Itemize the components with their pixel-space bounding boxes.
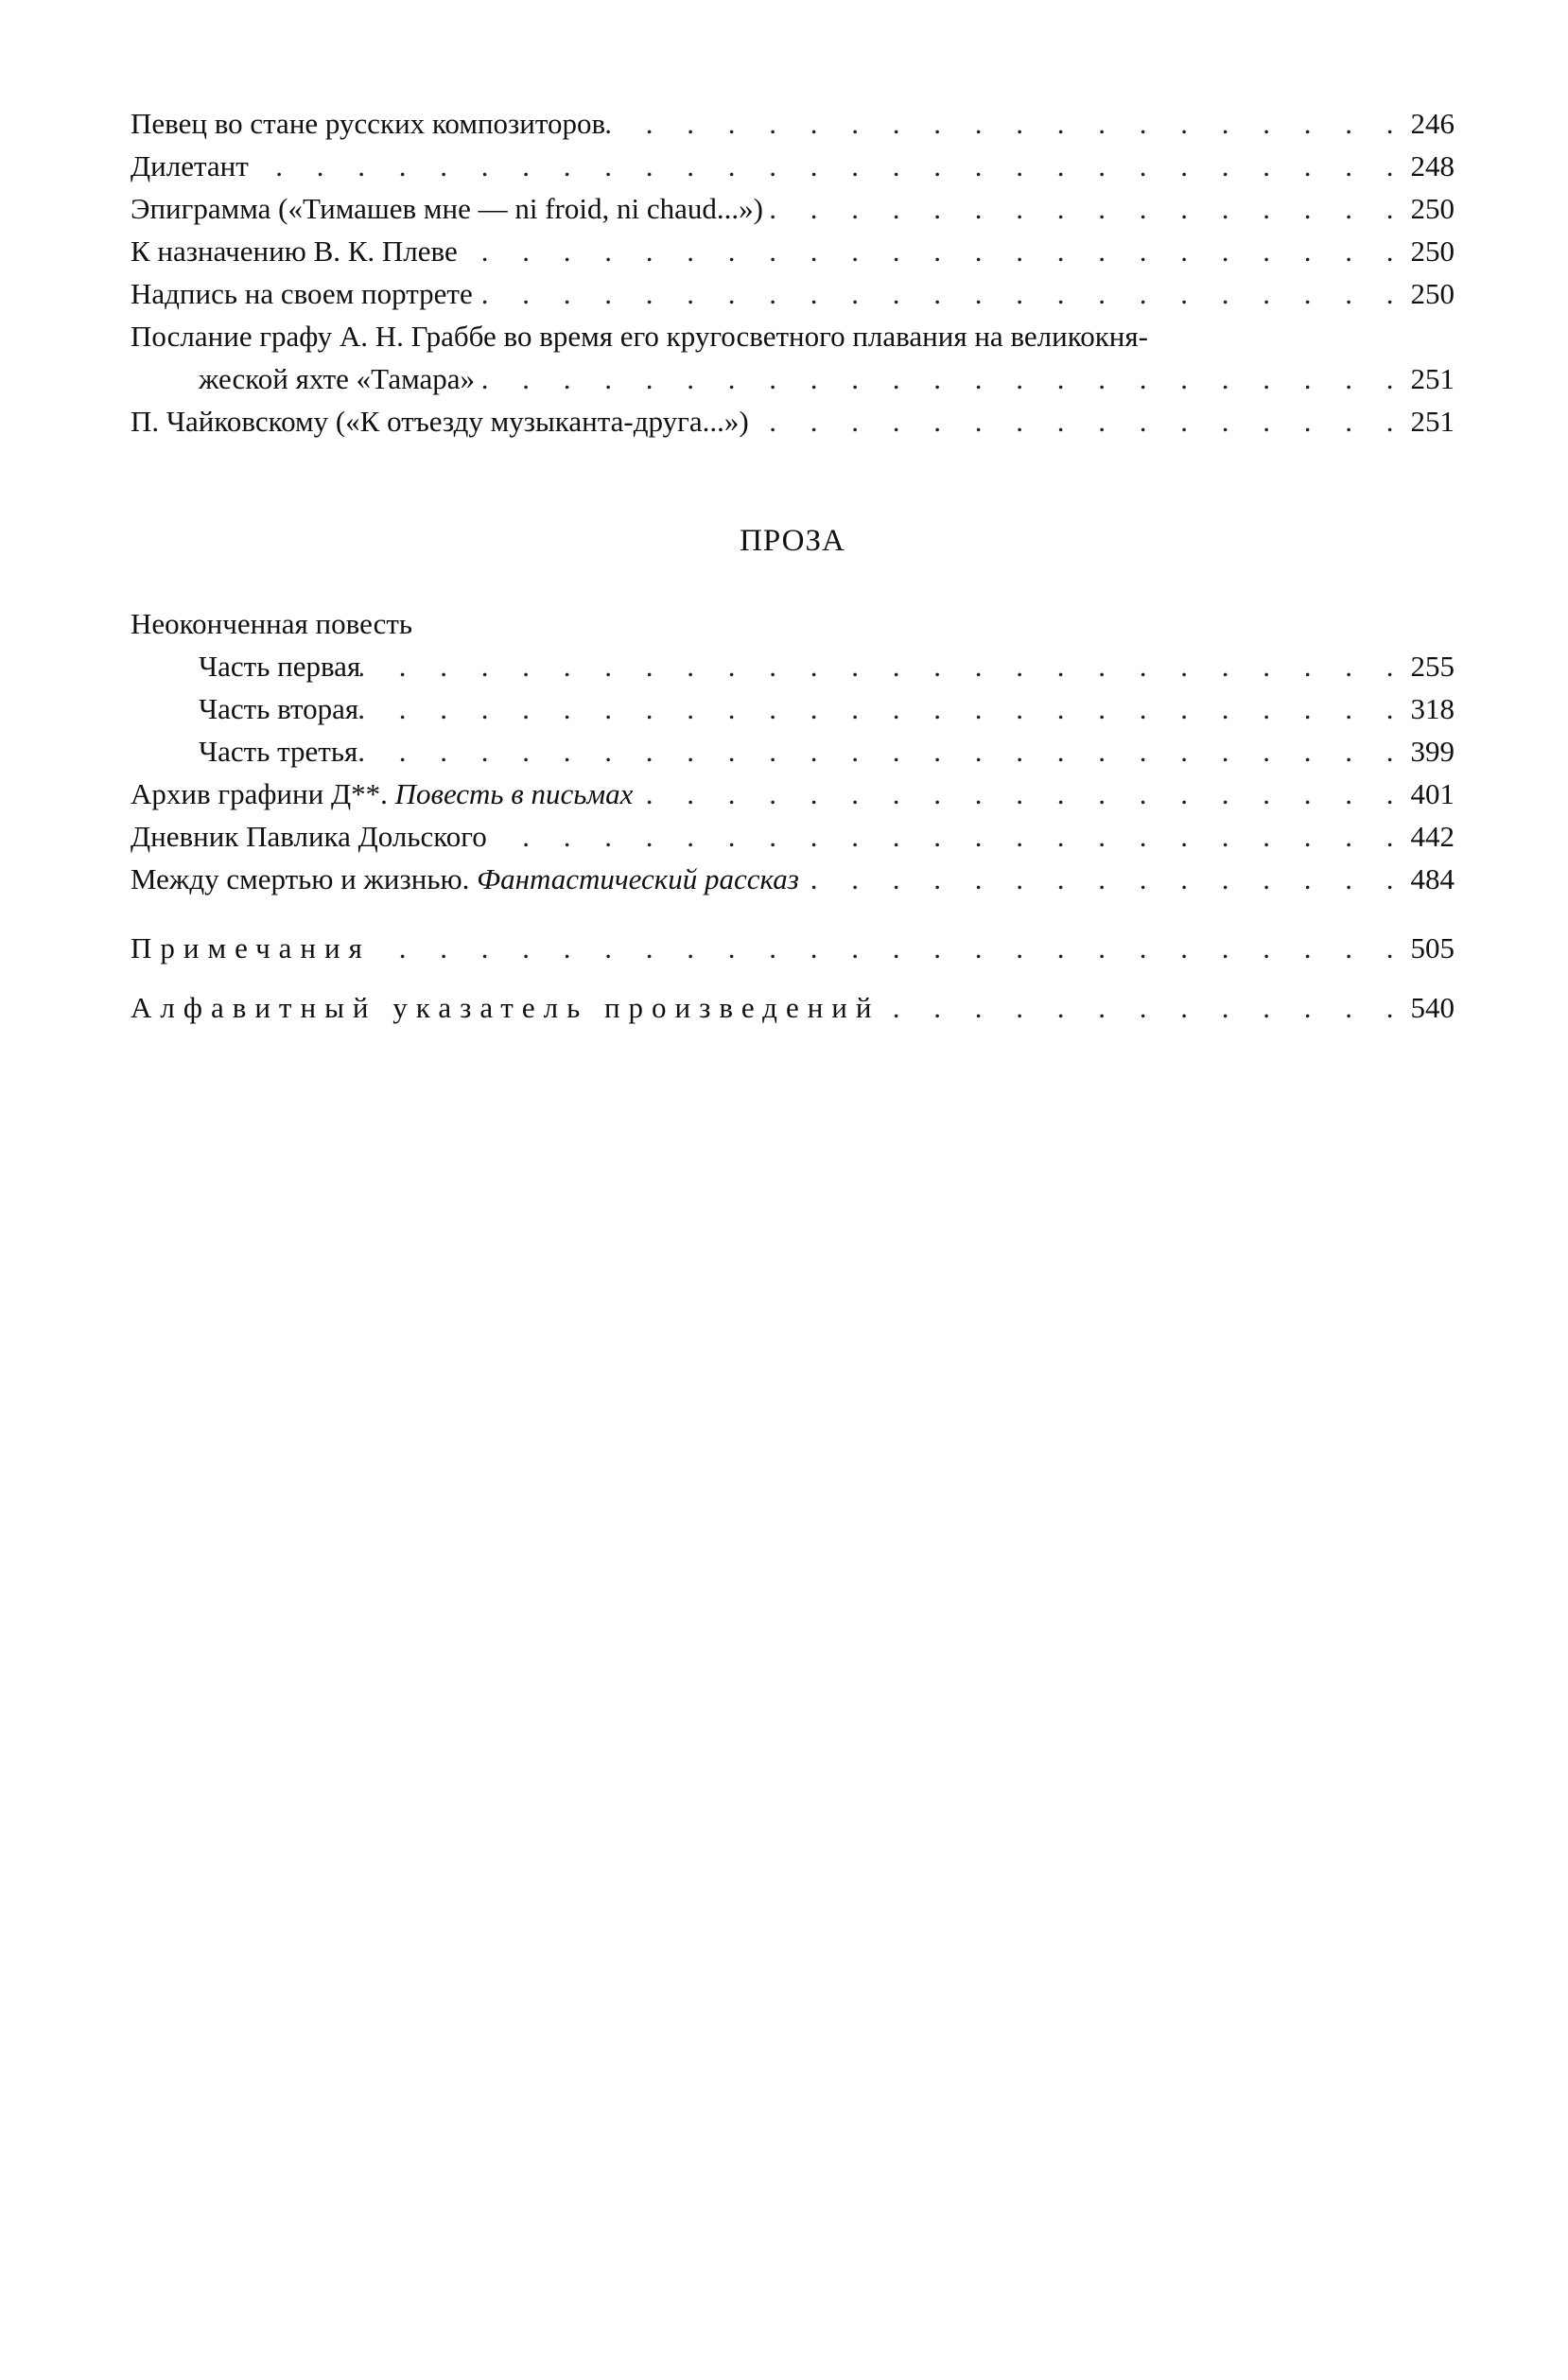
toc-entry <box>131 230 1455 272</box>
dot-leader <box>458 230 1407 272</box>
dot-leader <box>475 357 1406 400</box>
dot-leader <box>749 400 1407 443</box>
toc-entry-page: 540 <box>1410 991 1455 1024</box>
toc-entry-title: Часть третья <box>199 735 358 768</box>
dot-leader <box>473 272 1407 315</box>
toc-entry-title: Архив графини Д**. <box>131 777 395 810</box>
dot-leader <box>605 102 1406 145</box>
dot-leader <box>249 145 1407 187</box>
toc-entry-notes <box>131 927 1455 969</box>
dot-leader <box>880 986 1407 1029</box>
dot-leader <box>360 645 1406 687</box>
dot-leader <box>799 858 1407 900</box>
toc-entry-page: 246 <box>1410 107 1455 140</box>
toc-entry <box>131 858 1455 900</box>
toc-entry-title: Часть вторая <box>199 692 359 725</box>
dot-leader <box>763 187 1407 230</box>
toc-entry <box>131 773 1455 815</box>
toc-entry-title: П. Чайковскому («К отъезду музыканта-друга...») <box>131 405 749 438</box>
toc-entry-title: Дневник Павлика Дольского <box>131 820 487 853</box>
toc-entry-index <box>131 986 1455 1029</box>
toc-entry-title: Дилетант <box>131 149 249 182</box>
toc-entry-page: 251 <box>1410 362 1455 395</box>
toc-entry-page: 250 <box>1410 235 1455 268</box>
toc-entry-page: 250 <box>1410 277 1455 310</box>
dot-leader <box>487 815 1407 858</box>
dot-leader <box>357 730 1406 773</box>
toc-entry-title: Эпиграмма («Тимашев мне — ni froid, ni chaud...») <box>131 192 763 225</box>
toc-entry <box>131 645 1455 687</box>
toc-entry-page: 484 <box>1410 862 1455 895</box>
toc-group-title: Неоконченная повесть <box>131 607 413 640</box>
toc-entry-title: Певец во стане русских композиторов <box>131 107 606 140</box>
dot-leader <box>358 687 1406 730</box>
toc-entry-title: Надпись на своем портрете <box>131 277 473 310</box>
toc-entry-title: Между смертью и жизнью. <box>131 862 478 895</box>
toc-entry <box>131 357 1455 400</box>
toc-entry-title-group <box>131 858 799 900</box>
toc-entry-title-first-line: Послание графу А. Н. Граббе во время его кругосветного плавания на великокня- <box>131 320 1148 353</box>
toc-entry-page: 250 <box>1410 192 1455 225</box>
toc-entry <box>131 400 1455 443</box>
toc-entry-page: 251 <box>1410 405 1455 438</box>
spacer <box>131 969 1455 986</box>
toc-entry <box>131 730 1455 773</box>
toc-entry <box>131 145 1455 187</box>
toc-entry <box>131 102 1455 145</box>
toc-entry-page: 248 <box>1410 149 1455 182</box>
table-of-contents <box>131 102 1455 1029</box>
toc-entry <box>131 687 1455 730</box>
toc-entry-subtitle: Повесть в письмах <box>394 777 634 810</box>
dot-leader <box>371 927 1407 969</box>
toc-entry-title-group <box>131 773 633 815</box>
spacer <box>131 900 1455 927</box>
toc-entry-title-continuation: жеской яхте «Тамара» <box>199 362 476 395</box>
toc-entry <box>131 272 1455 315</box>
toc-entry <box>131 187 1455 230</box>
toc-entry-page: 505 <box>1410 931 1455 964</box>
toc-entry-title: Алфавитный указатель произведений <box>131 991 880 1024</box>
toc-entry-page: 401 <box>1410 777 1455 810</box>
section-heading-prose: ПРОЗА <box>740 524 845 558</box>
toc-entry-subtitle: Фантастический рассказ <box>477 862 799 895</box>
toc-entry-title: Примечания <box>131 931 371 964</box>
toc-entry-page: 399 <box>1410 735 1455 768</box>
toc-entry <box>131 815 1455 858</box>
toc-entry-title: К назначению В. К. Плеве <box>131 235 458 268</box>
toc-entry-page: 442 <box>1410 820 1455 853</box>
toc-entry-page: 318 <box>1410 692 1455 725</box>
toc-entry-page: 255 <box>1410 650 1455 683</box>
dot-leader <box>633 773 1406 815</box>
toc-entry-title: Часть первая <box>199 650 361 683</box>
